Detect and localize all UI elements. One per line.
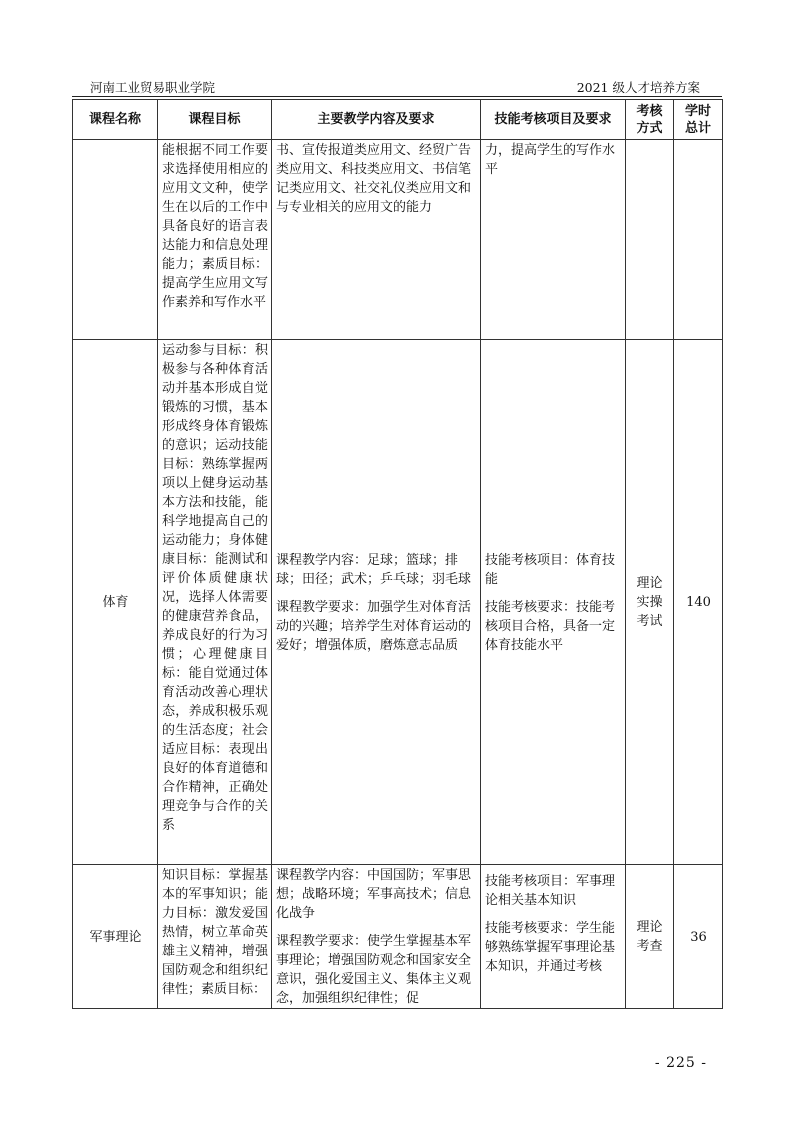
content-paragraph: 课程教学要求：加强学生对体育活动的兴趣；培养学生对体育运动的爱好；增强体质，磨炼意志品质 bbox=[276, 599, 472, 653]
table-row bbox=[73, 865, 723, 1009]
header-institution: 河南工业贸易职业学院 bbox=[90, 80, 216, 95]
content-cell bbox=[272, 340, 481, 865]
hours-cell: 140 bbox=[674, 340, 723, 865]
table-header-row bbox=[73, 100, 723, 140]
exam-mode-cell bbox=[626, 140, 674, 340]
skill-cell: 力，提高学生的写作水平 bbox=[481, 140, 626, 340]
header-course-name: 课程名称 bbox=[73, 100, 158, 140]
header-rule-thick bbox=[72, 96, 722, 97]
header-course-goal: 课程目标 bbox=[158, 100, 272, 140]
content-paragraph: 课程教学内容：足球；篮球；排球；田径；武术；乒乓球；羽毛球 bbox=[276, 552, 472, 587]
course-name-cell bbox=[73, 140, 158, 340]
content-cell: 书、宣传报道类应用文、经贸广告类应用文、科技类应用文、书信笔记类应用文、社交礼仪类应用文和与专业相关的应用文的能力 bbox=[272, 140, 481, 340]
course-goal-cell: 运动参与目标：积极参与各种体育活动并基本形成自觉锻炼的习惯，基本形成终身体育锻炼的意识；运动技能目标：熟练掌握两项以上健身运动基本方法和技能，能科学地提高自己的运动能力；身体健康目标：能测试和评价体质健康状况，选择人体需要的健康营养食品，养成良好的行为习惯；心理健康目标：能自觉通过体育活动改善心理状态，养成积极乐观的生活态度；社会适应目标：表现出良好的体育道德和合作精神，正确处理竞争与合作的关系 bbox=[158, 340, 272, 865]
course-name-cell: 体育 bbox=[73, 340, 158, 865]
course-goal-cell: 能根据不同工作要求选择使用相应的应用文文种，使学生在以后的工作中具备良好的语言表达能力和信息处理能力；素质目标：提高学生应用文写作素养和写作水平 bbox=[158, 140, 272, 340]
skill-paragraph: 技能考核项目：军事理论相关基本知识 bbox=[485, 874, 616, 908]
course-name-cell: 军事理论 bbox=[73, 865, 158, 1009]
skill-paragraph: 技能考核项目：体育技能 bbox=[485, 552, 616, 587]
course-goal-cell: 知识目标：掌握基本的军事知识；能力目标：激发爱国热情，树立革命英雄主义精神，增强国防观念和组织纪律性；素质目标： bbox=[158, 865, 272, 1009]
table-row bbox=[73, 340, 723, 865]
content-paragraph: 课程教学要求：使学生掌握基本军事理论；增强国防观念和国家安全意识，强化爱国主义、集体主义观念，加强组织纪律性；促 bbox=[276, 934, 472, 1006]
hours-cell: 36 bbox=[674, 865, 723, 1009]
header-skill-assessment: 技能考核项目及要求 bbox=[481, 100, 626, 140]
skill-paragraph: 技能考核要求：技能考核项目合格，具备一定体育技能水平 bbox=[485, 599, 616, 653]
header-exam-mode bbox=[626, 100, 674, 140]
exam-mode-cell: 理论实操考试 bbox=[626, 340, 674, 865]
content-cell bbox=[272, 865, 481, 1009]
skill-cell bbox=[481, 865, 626, 1009]
header-exam-mode-line2: 方式 bbox=[636, 120, 663, 136]
content-paragraph: 课程教学内容：中国国防；军事思想；战略环境；军事高技术；信息化战争 bbox=[276, 868, 472, 921]
header-hours-line1: 学时 bbox=[684, 103, 711, 119]
table-row bbox=[73, 140, 723, 340]
exam-mode-cell: 理论考查 bbox=[626, 865, 674, 1009]
header-exam-mode-line1: 考核 bbox=[636, 103, 663, 119]
skill-cell bbox=[481, 340, 626, 865]
header-hours bbox=[674, 100, 723, 140]
header-hours-line2: 总计 bbox=[684, 120, 711, 136]
page-number: - 225 - bbox=[654, 1055, 707, 1071]
skill-paragraph: 技能考核要求：学生能够熟练掌握军事理论基本知识，并通过考核 bbox=[485, 921, 616, 974]
curriculum-table bbox=[72, 99, 723, 1009]
header-document-title: 2021 级人才培养方案 bbox=[576, 80, 700, 95]
header-content: 主要教学内容及要求 bbox=[272, 100, 481, 140]
hours-cell bbox=[674, 140, 723, 340]
